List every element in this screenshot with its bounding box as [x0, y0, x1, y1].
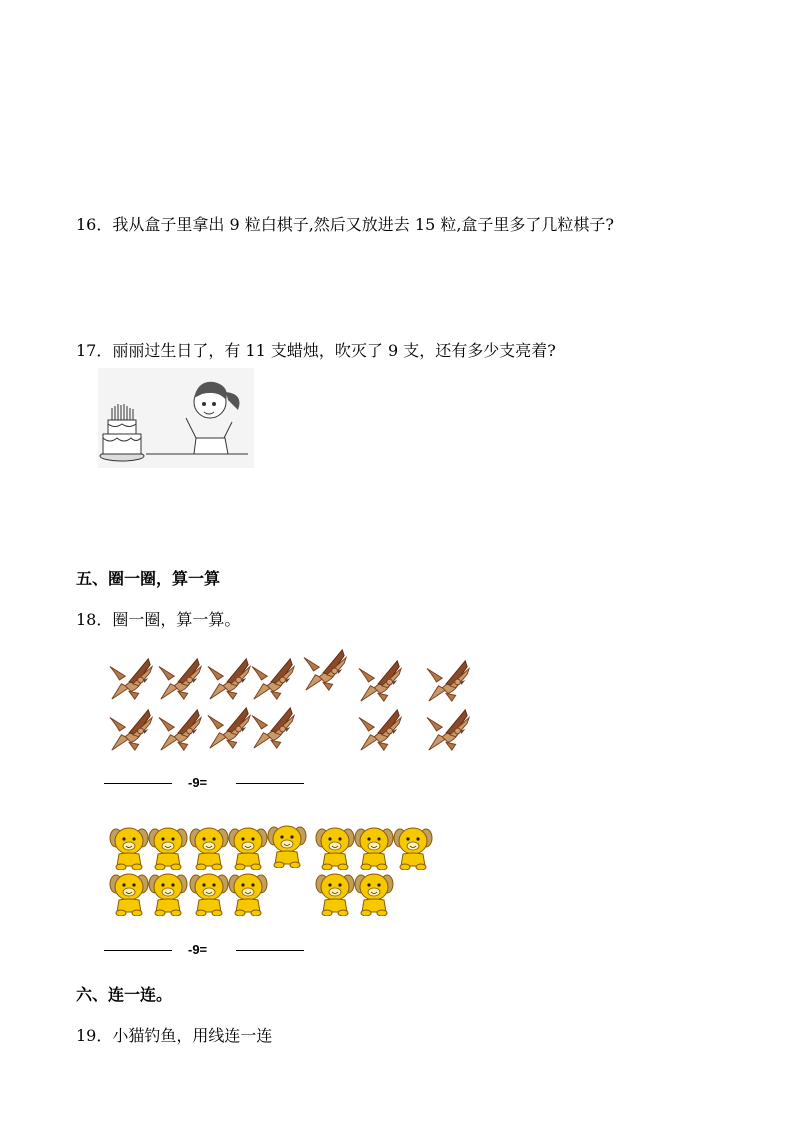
bird-icon — [425, 705, 471, 755]
dog-icon — [147, 872, 189, 916]
bird-icon — [425, 656, 471, 706]
dog-icon — [314, 826, 356, 870]
bird-icon — [357, 705, 403, 755]
birthday-illustration — [98, 368, 254, 468]
bird-icon — [250, 654, 296, 704]
bird-icon — [206, 703, 252, 753]
bird-icon — [157, 705, 203, 755]
dog-icon — [353, 826, 395, 870]
dog-icon — [227, 826, 269, 870]
dog-icon — [314, 872, 356, 916]
answer-blank[interactable] — [236, 950, 304, 951]
question-16: 16．我从盒子里拿出 9 粒白棋子,然后又放进去 15 粒,盒子里多了几粒棋子? — [76, 215, 614, 234]
bird-icon — [108, 705, 154, 755]
bird-icon — [302, 645, 348, 695]
bird-icon — [157, 654, 203, 704]
dog-icon — [353, 872, 395, 916]
answer-blank[interactable] — [236, 783, 304, 784]
bird-icon — [108, 654, 154, 704]
equation-text: -9= — [188, 942, 208, 957]
answer-blank[interactable] — [104, 783, 172, 784]
bird-icon — [357, 656, 403, 706]
bird-icon — [250, 703, 296, 753]
question-19: 19．小猫钓鱼，用线连一连 — [76, 1026, 273, 1045]
section-6-heading: 六、连一连。 — [76, 985, 173, 1004]
dog-icon — [108, 872, 150, 916]
dog-icon — [227, 872, 269, 916]
dog-icon — [188, 826, 230, 870]
question-18: 18．圈一圈，算一算。 — [76, 610, 241, 629]
dog-icon — [147, 826, 189, 870]
equation-text: -9= — [188, 775, 208, 790]
dog-icon — [266, 824, 308, 868]
dog-icon — [188, 872, 230, 916]
answer-blank[interactable] — [104, 950, 172, 951]
bird-icon — [206, 654, 252, 704]
section-5-heading: 五、圈一圈，算一算 — [76, 569, 221, 588]
question-17: 17．丽丽过生日了，有 11 支蜡烛，吹灭了 9 支，还有多少支亮着? — [76, 341, 556, 360]
dog-icon — [108, 826, 150, 870]
dog-icon — [392, 826, 434, 870]
